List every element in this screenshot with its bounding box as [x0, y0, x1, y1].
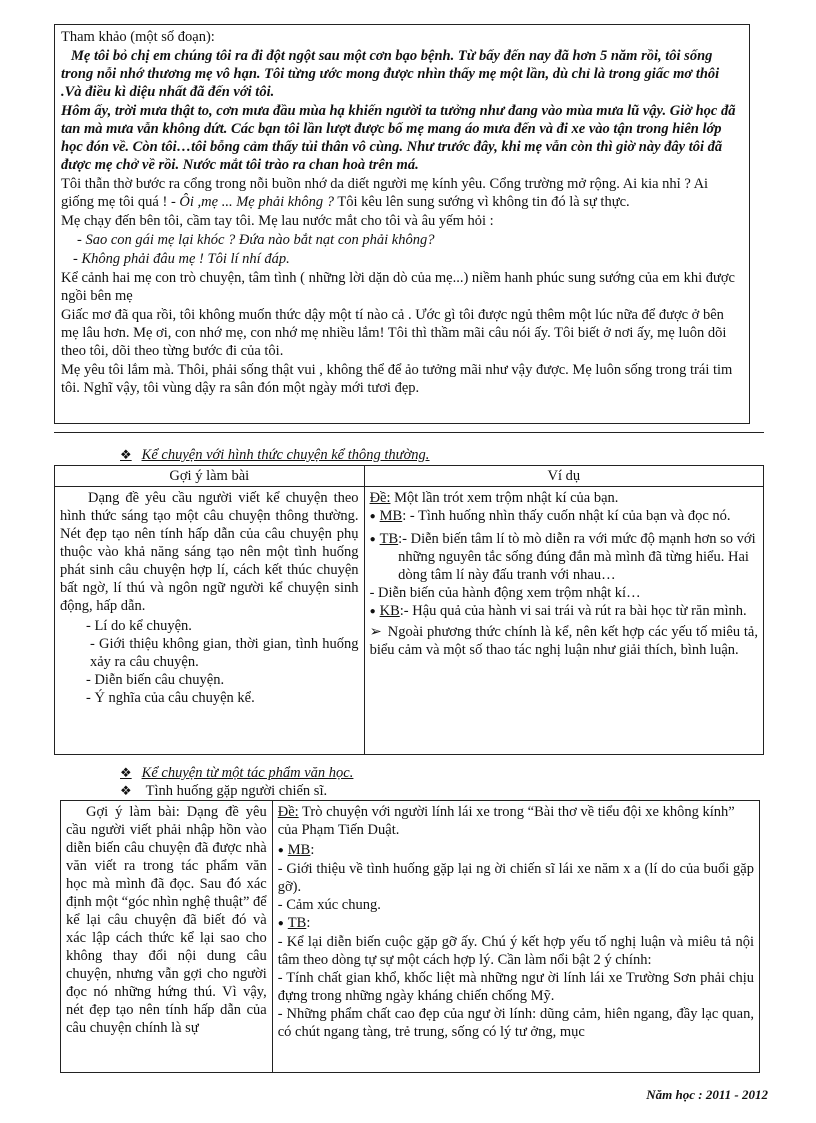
- tb-line-1: - Kể lại diễn biến cuộc gặp gỡ ấy. Chú ý kết hợp yếu tố nghị luận và miêu tả nội tâm theo dòng tự sự một cách hợp lý. Cần làm nổi bật 2 ý chính:: [277, 934, 754, 968]
- dialogue-question: - Sao con gái mẹ lại khóc ? Đứa nào bắt nạt con phải không?: [77, 232, 435, 248]
- tb-label: TB: [379, 531, 399, 547]
- topic-text: Một lần trót xem trộm nhật kí của bạn.: [390, 490, 619, 506]
- mb-colon: :: [310, 842, 315, 858]
- bullet-dot-icon: ●: [277, 918, 284, 929]
- reference-paragraph-4: Mẹ chạy đến bên tôi, cầm tay tôi. Mẹ lau nước mắt cho tôi và âu yếm hỏi :: [61, 213, 494, 229]
- tb-extra: - Diễn biến của hành động xem trộm nhật kí…: [369, 585, 641, 601]
- col-header-example: Ví dụ: [364, 466, 763, 487]
- section2-subtitle: Tình huống gặp người chiến sĩ.: [145, 783, 328, 799]
- kb-text: :- Hậu quả của hành vi sai trái và rút ra bài học từ răn mình.: [399, 603, 747, 619]
- mb-line-2: - Cảm xúc chung.: [277, 897, 381, 913]
- dialogue-answer: - Không phải đâu mẹ ! Tôi lí nhí đáp.: [73, 251, 290, 267]
- tb-line-2: - Tính chất gian khổ, khốc liệt mà những ngư ời lính lái xe Trường Sơn phải chịu đựng trong những ngày kháng chiến chống Mỹ.: [277, 970, 754, 1004]
- section2-hint-cell: Gợi ý làm bài: Dạng đề yêu cầu người viết phải nhập hồn vào diễn biến câu chuyện đã được nhà văn viết ra trong tác phẩm văn học mà mình đã đọc. Sau đó xác định một “góc nhìn nghệ thuật” để kể lại câu chuyện đã biết đó và xác lập cách thức kể lại sao cho không thay đổi nội dung câu chuyện, nhưng vẫn gợi cho người đọc nó những hứng thú. Vì vậy, nét đẹp tạo nên tính hấp dẫn của câu chuyện chính là sự: [61, 801, 273, 1073]
- section2-title: Kể chuyện từ một tác phẩm văn học.: [141, 765, 354, 781]
- reference-bold-paragraph-1: Mẹ tôi bỏ chị em chúng tôi ra đi đột ngột sau một cơn bạo bệnh. Từ bấy đến nay đã hơn 5 năm rồi, tôi sống trong nỗi nhớ thương mẹ vô hạn. Tôi từng ước mong được nhìn thấy mẹ một lần, dù chỉ là trong giấc mơ thôi .Và điều kì diệu nhất đã đến với tôi.: [61, 48, 720, 100]
- section1-title: Kể chuyện với hình thức chuyện kể thông thường.: [141, 447, 430, 463]
- hint-item-4: - Ý nghĩa của câu chuyện kể.: [86, 690, 255, 706]
- reference-box: [54, 24, 750, 424]
- section1-heading: [120, 446, 429, 464]
- tb-text: :- Diễn biến tâm lí tò mò diễn ra với mức độ mạnh hơn so với những nguyên tắc sống đúng đắn mà mình đã từng hiểu. Hai dòng tâm lí này đấu tranh với nhau…: [398, 531, 756, 583]
- footer-school-year: Năm học : 2011 - 2012: [646, 1087, 768, 1102]
- hint-item-1: - Lí do kể chuyện.: [86, 618, 192, 634]
- mb-text: : - Tình huống nhìn thấy cuốn nhật kí của bạn và đọc nó.: [402, 508, 731, 524]
- note-paragraph: [370, 623, 758, 659]
- section2-subheading: [120, 782, 327, 800]
- mb-row: [370, 507, 758, 526]
- section-divider: [54, 432, 764, 433]
- bullet-dot-icon: ●: [369, 534, 376, 545]
- hint-item-2: - Giới thiệu không gian, thời gian, tình huống xảy ra câu chuyện.: [90, 636, 359, 670]
- section2-heading: [120, 764, 353, 782]
- reference-paragraph-5: Kể cảnh hai mẹ con trò chuyện, tâm tình ( những lời dặn dò của mẹ...) niềm hanh phúc sung sướng của em khi được ngồi bên mẹ: [61, 270, 735, 304]
- tb-row: [370, 530, 758, 584]
- tb-line-3: - Những phẩm chất cao đẹp của ngư ời lính: dũng cảm, hiên ngang, đầy lạc quan, có chút ngang tàng, trẻ trung, sống có lý tư ởng, mục: [277, 1006, 754, 1040]
- mb-line-1: - Giới thiệu về tình huống gặp lại ng ời chiến sĩ lái xe năm x a (lí do của buổi gặp gỡ).: [277, 861, 754, 895]
- diamond-bullet-icon: ❖: [120, 447, 132, 462]
- section1-example-cell: [364, 487, 763, 755]
- diamond-bullet-icon: ❖: [120, 765, 132, 780]
- mb-label: MB: [287, 842, 311, 858]
- p3-part-a: Tôi thẫn thờ bước ra cổng trong nỗi buồn nhớ da diết người mẹ kính yêu. Cổng trường mở rộng. Ai kia nhỉ ? Ai giống mẹ tôi quá ! -: [61, 176, 709, 210]
- reference-heading: Tham khảo (một số đoạn):: [61, 29, 215, 45]
- bullet-dot-icon: ●: [369, 606, 376, 617]
- bullet-dot-icon: ●: [369, 511, 376, 522]
- mb-label: MB: [379, 508, 403, 524]
- hint-item-3: - Diễn biến câu chuyện.: [86, 672, 225, 688]
- note-text: Ngoài phương thức chính là kể, nên kết hợp các yếu tố miêu tả, biểu cảm và một số thao tác nghị luận như giải thích, bình luận.: [369, 624, 758, 658]
- p3-quote: Ôi ,mẹ ... Mẹ phải không ?: [179, 194, 335, 210]
- section2-example-cell: [272, 801, 759, 1073]
- tb-label: TB: [287, 915, 307, 931]
- kb-row: [370, 602, 758, 621]
- topic-label: Đề:: [369, 490, 391, 506]
- arrow-bullet-icon: ➢: [369, 624, 382, 640]
- bullet-dot-icon: ●: [277, 845, 284, 856]
- topic-label: Đề:: [277, 804, 299, 820]
- reference-paragraph-6: Giấc mơ đã qua rồi, tôi không muốn thức dậy một tí nào cả . Ước gì tôi được ngủ thêm một lúc nữa để được ở bên mẹ lâu hơn. Mẹ ơi, con nhớ mẹ, con nhớ mẹ nhiều lắm! Tôi thì thầm mãi câu nói ấy. Tôi biết ở nơi ấy, mẹ luôn dõi theo tôi, dõi theo từng bước đi của tôi.: [61, 307, 727, 359]
- section2-table: [60, 800, 760, 1073]
- kb-label: KB: [379, 603, 400, 619]
- topic-text: Trò chuyện với người lính lái xe trong “Bài thơ về tiểu đội xe không kính” của Phạm Tiến Duật.: [277, 804, 735, 838]
- tb-colon: :: [306, 915, 311, 931]
- reference-bold-paragraph-2: Hôm ấy, trời mưa thật to, cơn mưa đầu mùa hạ khiến người ta tưởng như đang vào mùa mưa lũ vậy. Giờ học đã tan mà mưa vẫn không dứt. Các bạn tôi lần lượt được bố mẹ mang áo mưa đến và đi xe vào tận trong hiên lớp học đón về. Còn tôi…tôi bỗng cảm thấy tủi thân vô cùng. Như trước đây, khi mẹ vẫn còn thì giờ này đây tôi đã được mẹ chở về rồi. Nước mắt tôi trào ra chan hoà trên má.: [61, 103, 736, 173]
- p3-part-c: Tôi kêu lên sung sướng vì không tin đó là sự thực.: [334, 194, 630, 210]
- section1-table: [54, 465, 764, 755]
- section1-hint-cell: [55, 487, 365, 755]
- section1-hint-intro: Dạng đề yêu cầu người viết kể chuyện theo hình thức sáng tạo một câu chuyện thông thường. Nét đẹp tạo nên tính hấp dẫn của câu chuyện phụ thuộc vào khả năng sáng tạo nên một tình huống phát sinh câu chuyện hợp lí, cách kết thúc chuyện bất ngờ, lí thú và ngôn ngữ người kể chuyện sinh động, hấp dẫn.: [60, 490, 359, 614]
- reference-paragraph-7: Mẹ yêu tôi lắm mà. Thôi, phải sống thật vui , không thể để ảo tưởng mãi như vậy được. Mẹ luôn sống trong trái tim tôi. Nghĩ vậy, tôi vùng dậy ra sân đón một ngày mới tươi đẹp.: [61, 362, 733, 396]
- col-header-hint: Gợi ý làm bài: [55, 466, 365, 487]
- reference-paragraph-3: [61, 175, 743, 211]
- diamond-bullet-icon: ❖: [120, 783, 132, 798]
